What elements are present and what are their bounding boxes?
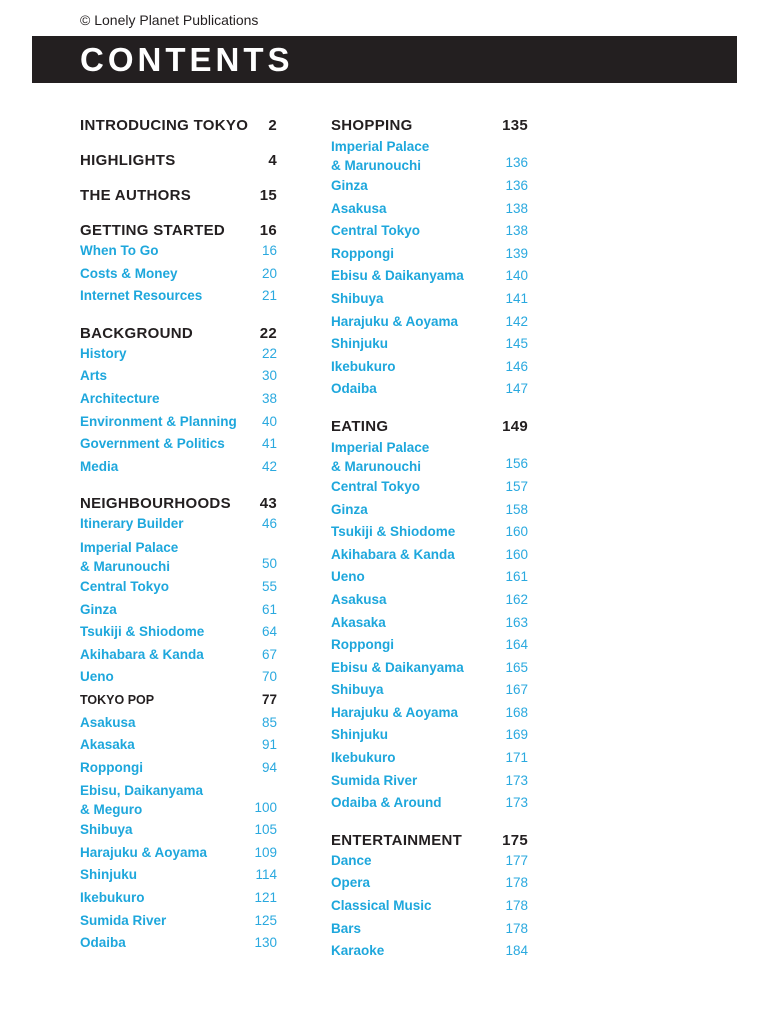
toc-item-page: 40 bbox=[261, 413, 277, 429]
toc-item[interactable] bbox=[331, 175, 528, 198]
toc-item-page: 109 bbox=[254, 844, 277, 860]
toc-heading[interactable] bbox=[80, 116, 277, 135]
toc-item-page: 168 bbox=[505, 704, 528, 720]
toc-item-label: Ginza bbox=[331, 178, 368, 193]
toc-item[interactable] bbox=[331, 544, 528, 567]
toc-item-page: 20 bbox=[261, 265, 277, 281]
toc-item-page: 145 bbox=[505, 336, 528, 352]
toc-section-authors bbox=[80, 186, 277, 205]
toc-heading[interactable] bbox=[331, 831, 528, 850]
toc-heading-label: THE AUTHORS bbox=[80, 187, 192, 204]
toc-item[interactable] bbox=[80, 536, 277, 576]
toc-item-page: 138 bbox=[505, 200, 528, 216]
toc-item-label: Akasaka bbox=[331, 614, 386, 630]
toc-item-page: 91 bbox=[261, 737, 277, 753]
toc-item[interactable] bbox=[331, 918, 528, 941]
toc-item[interactable] bbox=[80, 621, 277, 644]
toc-item-label: Odaiba bbox=[80, 935, 126, 951]
toc-item-page: 160 bbox=[505, 546, 528, 562]
toc-item[interactable] bbox=[331, 436, 528, 476]
toc-item[interactable] bbox=[331, 333, 528, 356]
toc-item-page: 147 bbox=[505, 381, 528, 397]
toc-item-page: 177 bbox=[505, 852, 528, 868]
toc-item-label bbox=[331, 436, 429, 476]
toc-item-label: Ginza bbox=[331, 501, 368, 517]
toc-item[interactable] bbox=[331, 566, 528, 589]
toc-item-page: 50 bbox=[261, 556, 277, 572]
toc-heading-label: TOKYO POP bbox=[80, 692, 155, 707]
toc-heading[interactable] bbox=[80, 324, 277, 343]
toc-item-label: Karaoke bbox=[331, 943, 385, 959]
toc-item-label: When To Go bbox=[80, 243, 159, 258]
toc-item-label: Government & Politics bbox=[80, 436, 225, 452]
toc-item-label: Dance bbox=[331, 852, 372, 868]
toc-item-page: 130 bbox=[254, 935, 277, 951]
toc-heading-page: 135 bbox=[502, 117, 528, 134]
toc-item[interactable] bbox=[80, 456, 277, 479]
toc-item-page: 100 bbox=[254, 799, 277, 815]
toc-item-label: Arts bbox=[80, 368, 108, 384]
toc-item-label: Shibuya bbox=[331, 290, 384, 306]
toc-item-page: 138 bbox=[505, 223, 528, 239]
toc-item-label: Harajuku & Aoyama bbox=[331, 704, 459, 720]
toc-item-page: 160 bbox=[505, 524, 528, 540]
toc-item-page: 114 bbox=[255, 867, 277, 883]
toc-heading-page: 16 bbox=[259, 222, 277, 239]
toc-item[interactable] bbox=[331, 265, 528, 288]
toc-item-page: 139 bbox=[505, 245, 528, 261]
copyright-notice: © Lonely Planet Publications bbox=[80, 12, 259, 28]
toc-item[interactable] bbox=[331, 499, 528, 522]
toc-item-label: Ginza bbox=[80, 601, 117, 617]
toc-item-page: 94 bbox=[261, 759, 277, 775]
toc-item-label-line2: & Marunouchi bbox=[331, 458, 421, 474]
toc-item[interactable] bbox=[331, 198, 528, 221]
toc-heading-page: 4 bbox=[268, 152, 277, 169]
toc-item[interactable] bbox=[331, 702, 528, 725]
toc-item-label: Media bbox=[80, 458, 119, 474]
toc-item-page: 173 bbox=[505, 795, 528, 811]
toc-item-page: 42 bbox=[261, 458, 277, 474]
toc-item-label: Ebisu & Daikanyama bbox=[331, 659, 464, 675]
toc-item-label: Shinjuku bbox=[331, 727, 388, 743]
toc-item-label: Central Tokyo bbox=[331, 223, 421, 239]
toc-item-label: Akihabara & Kanda bbox=[80, 646, 204, 662]
toc-item[interactable] bbox=[80, 757, 277, 780]
toc-item[interactable] bbox=[331, 288, 528, 311]
toc-item[interactable] bbox=[331, 612, 528, 635]
toc-item[interactable] bbox=[331, 589, 528, 612]
toc-item-page: 156 bbox=[505, 456, 528, 472]
toc-item[interactable] bbox=[331, 679, 528, 702]
page-title: CONTENTS bbox=[80, 41, 294, 78]
toc-item[interactable] bbox=[80, 932, 277, 955]
toc-item-page: 162 bbox=[505, 591, 528, 607]
toc-item-label: Central Tokyo bbox=[80, 578, 170, 594]
toc-item-label: Ueno bbox=[80, 669, 114, 685]
toc-item-label: Shinjuku bbox=[80, 867, 137, 883]
toc-item-page: 105 bbox=[254, 822, 277, 838]
toc-item[interactable] bbox=[80, 887, 277, 910]
toc-item[interactable] bbox=[331, 770, 528, 793]
toc-item-label: Odaiba & Around bbox=[331, 795, 442, 811]
toc-item-page: 22 bbox=[261, 345, 277, 361]
toc-heading-page: 149 bbox=[502, 417, 528, 435]
toc-heading[interactable] bbox=[80, 494, 277, 513]
toc-heading-label: ENTERTAINMENT bbox=[331, 831, 463, 849]
toc-item-page: 167 bbox=[505, 682, 528, 698]
toc-item-label: Akihabara & Kanda bbox=[331, 546, 455, 562]
toc-item-label: Ueno bbox=[331, 569, 365, 585]
toc-item-label-line2: & Marunouchi bbox=[80, 558, 170, 574]
toc-item-label: Harajuku & Aoyama bbox=[331, 313, 459, 329]
toc-heading-label: HIGHLIGHTS bbox=[80, 152, 176, 169]
toc-heading-label: BACKGROUND bbox=[80, 324, 193, 342]
toc-item-label: Tsukiji & Shiodome bbox=[331, 524, 456, 540]
toc-item[interactable] bbox=[80, 712, 277, 735]
toc-item[interactable] bbox=[80, 263, 277, 286]
toc-item[interactable] bbox=[80, 910, 277, 933]
toc-item-page: 178 bbox=[505, 875, 528, 891]
toc-item-label: Akasaka bbox=[80, 737, 135, 753]
toc-item-label: Asakusa bbox=[331, 200, 387, 216]
toc-item[interactable] bbox=[80, 285, 277, 308]
toc-heading-label: EATING bbox=[331, 417, 389, 435]
toc-item-label-line2: & Meguro bbox=[80, 802, 143, 818]
toc-section-highlights bbox=[80, 151, 277, 170]
toc-item[interactable] bbox=[331, 220, 528, 243]
toc-heading[interactable] bbox=[80, 151, 277, 170]
toc-item[interactable] bbox=[331, 521, 528, 544]
toc-item-page: 140 bbox=[505, 268, 528, 284]
toc-item-label: Ikebukuro bbox=[80, 890, 145, 906]
toc-item-label bbox=[331, 135, 429, 175]
toc-heading[interactable] bbox=[331, 116, 528, 135]
toc-item-page: 16 bbox=[261, 243, 277, 258]
toc-item-label-line1: Imperial Palace bbox=[331, 139, 430, 154]
toc-item-page: 157 bbox=[505, 478, 528, 494]
toc-item-page: 165 bbox=[505, 659, 528, 675]
toc-item-label: Odaiba bbox=[331, 381, 377, 397]
toc-item[interactable] bbox=[80, 433, 277, 456]
toc-item[interactable] bbox=[331, 895, 528, 918]
toc-section-entertainment bbox=[331, 831, 528, 963]
toc-item[interactable] bbox=[80, 576, 277, 599]
toc-item-label: Tsukiji & Shiodome bbox=[80, 624, 205, 640]
toc-heading-page: 175 bbox=[502, 831, 528, 849]
toc-item-page: 46 bbox=[261, 516, 277, 532]
toc-item-page: 125 bbox=[254, 912, 277, 928]
toc-item[interactable] bbox=[331, 311, 528, 334]
toc-heading-page: 22 bbox=[259, 324, 277, 342]
toc-item[interactable] bbox=[80, 513, 277, 536]
toc-item-label-line2: & Marunouchi bbox=[331, 158, 421, 173]
toc-item-label: Roppongi bbox=[331, 637, 394, 653]
toc-item-page: 178 bbox=[505, 920, 528, 936]
toc-item-page: 164 bbox=[505, 637, 528, 653]
toc-item-label: Itinerary Builder bbox=[80, 516, 184, 532]
toc-item-page: 161 bbox=[505, 569, 528, 585]
toc-item[interactable] bbox=[331, 657, 528, 680]
toc-item[interactable] bbox=[331, 940, 528, 963]
toc-item-page: 38 bbox=[261, 390, 277, 406]
toc-item-label: History bbox=[80, 345, 127, 361]
toc-item[interactable] bbox=[80, 864, 277, 887]
toc-item-label-line1: Imperial Palace bbox=[80, 539, 179, 555]
toc-item-page: 141 bbox=[505, 290, 528, 306]
toc-section-introducing bbox=[80, 116, 277, 135]
toc-item[interactable] bbox=[80, 734, 277, 757]
toc-item-page: 85 bbox=[261, 714, 277, 730]
toc-heading-label: GETTING STARTED bbox=[80, 222, 226, 239]
toc-heading-page: 43 bbox=[259, 495, 277, 513]
toc-item-page: 55 bbox=[261, 578, 277, 594]
toc-item[interactable] bbox=[331, 792, 528, 815]
toc-item-label: Central Tokyo bbox=[331, 478, 421, 494]
toc-item-label: Asakusa bbox=[331, 591, 387, 607]
toc-item-label: Sumida River bbox=[331, 772, 418, 788]
toc-item-label-line1: Imperial Palace bbox=[331, 439, 430, 455]
toc-item-page: 67 bbox=[261, 646, 277, 662]
toc-section-eating bbox=[331, 417, 528, 815]
toc-item-label: Ikebukuro bbox=[331, 358, 396, 374]
toc-item-label: Bars bbox=[331, 920, 362, 936]
toc-item-label: Environment & Planning bbox=[80, 413, 237, 429]
toc-item-page: 146 bbox=[505, 358, 528, 374]
toc-item-page: 136 bbox=[505, 178, 528, 193]
toc-item-page: 158 bbox=[505, 501, 528, 517]
toc-item[interactable] bbox=[80, 666, 277, 689]
toc-item[interactable] bbox=[331, 850, 528, 873]
toc-item-page: 41 bbox=[261, 436, 277, 452]
toc-item-label: Classical Music bbox=[331, 898, 432, 914]
toc-item[interactable] bbox=[331, 476, 528, 499]
toc-item-label: Harajuku & Aoyama bbox=[80, 844, 208, 860]
toc-item-label: Ebisu & Daikanyama bbox=[331, 268, 464, 284]
toc-item-page: 178 bbox=[505, 898, 528, 914]
toc-item-label-line1: Ebisu, Daikanyama bbox=[80, 783, 204, 799]
toc-item[interactable] bbox=[331, 378, 528, 401]
toc-heading[interactable] bbox=[80, 186, 277, 205]
toc-item-page: 61 bbox=[261, 601, 277, 617]
toc-item-page: 136 bbox=[505, 155, 528, 171]
toc-item-label: Shinjuku bbox=[331, 336, 388, 352]
toc-item[interactable] bbox=[80, 365, 277, 388]
toc-item-label bbox=[80, 536, 178, 576]
toc-item-page: 121 bbox=[254, 890, 277, 906]
toc-item[interactable] bbox=[80, 388, 277, 411]
toc-item[interactable] bbox=[80, 240, 277, 263]
toc-item-label: Internet Resources bbox=[80, 288, 203, 304]
toc-item-label: Sumida River bbox=[80, 912, 167, 928]
toc-item[interactable] bbox=[80, 644, 277, 667]
toc-subheading-tokyo-pop[interactable] bbox=[80, 689, 277, 712]
toc-item-label: Costs & Money bbox=[80, 265, 178, 281]
toc-item[interactable] bbox=[331, 872, 528, 895]
toc-item-page: 169 bbox=[505, 727, 528, 743]
toc-section-background bbox=[80, 324, 277, 479]
toc-item[interactable] bbox=[80, 842, 277, 865]
toc-item-label: Opera bbox=[331, 875, 371, 891]
toc-item[interactable] bbox=[331, 356, 528, 379]
toc-item-page: 163 bbox=[505, 614, 528, 630]
toc-item-page: 21 bbox=[261, 288, 277, 304]
toc-item[interactable] bbox=[80, 599, 277, 622]
toc-item[interactable] bbox=[80, 779, 277, 819]
toc-item-page: 30 bbox=[261, 368, 277, 384]
toc-item[interactable] bbox=[331, 747, 528, 770]
toc-item[interactable] bbox=[331, 724, 528, 747]
toc-item[interactable] bbox=[80, 411, 277, 434]
toc-heading-page: 15 bbox=[259, 187, 277, 204]
toc-item[interactable] bbox=[331, 634, 528, 657]
toc-item-label: Roppongi bbox=[80, 759, 143, 775]
toc-heading-label: NEIGHBOURHOODS bbox=[80, 495, 231, 513]
toc-heading-page: 77 bbox=[261, 691, 277, 707]
toc-item[interactable] bbox=[331, 135, 528, 175]
toc-item-label: Shibuya bbox=[80, 822, 133, 838]
toc-item-page: 171 bbox=[505, 750, 528, 766]
toc-heading-label: SHOPPING bbox=[331, 117, 413, 134]
toc-item-page: 70 bbox=[261, 669, 277, 685]
toc-item-label: Architecture bbox=[80, 390, 160, 406]
toc-heading[interactable] bbox=[331, 417, 528, 436]
toc-item-page: 184 bbox=[505, 943, 528, 959]
contents-banner bbox=[32, 36, 737, 83]
toc-heading-page: 2 bbox=[268, 117, 277, 134]
toc-item[interactable] bbox=[331, 243, 528, 266]
toc-section-getting-started bbox=[80, 221, 277, 308]
toc-section-shopping bbox=[331, 116, 528, 401]
toc-item-label: Shibuya bbox=[331, 682, 384, 698]
toc-item-label: Asakusa bbox=[80, 714, 136, 730]
toc-column-left bbox=[80, 116, 277, 971]
toc-heading[interactable] bbox=[80, 221, 277, 240]
toc-item-label: Ikebukuro bbox=[331, 750, 396, 766]
toc-item-label bbox=[80, 779, 203, 819]
toc-item[interactable] bbox=[80, 819, 277, 842]
toc-item-label: Roppongi bbox=[331, 245, 394, 261]
toc-item[interactable] bbox=[80, 343, 277, 366]
toc-heading-label: INTRODUCING TOKYO bbox=[80, 117, 249, 134]
toc-column-right bbox=[331, 116, 528, 979]
toc-section-neighbourhoods bbox=[80, 494, 277, 955]
toc-item-page: 173 bbox=[505, 772, 528, 788]
toc-item-page: 64 bbox=[261, 624, 277, 640]
toc-item-page: 142 bbox=[505, 313, 528, 329]
